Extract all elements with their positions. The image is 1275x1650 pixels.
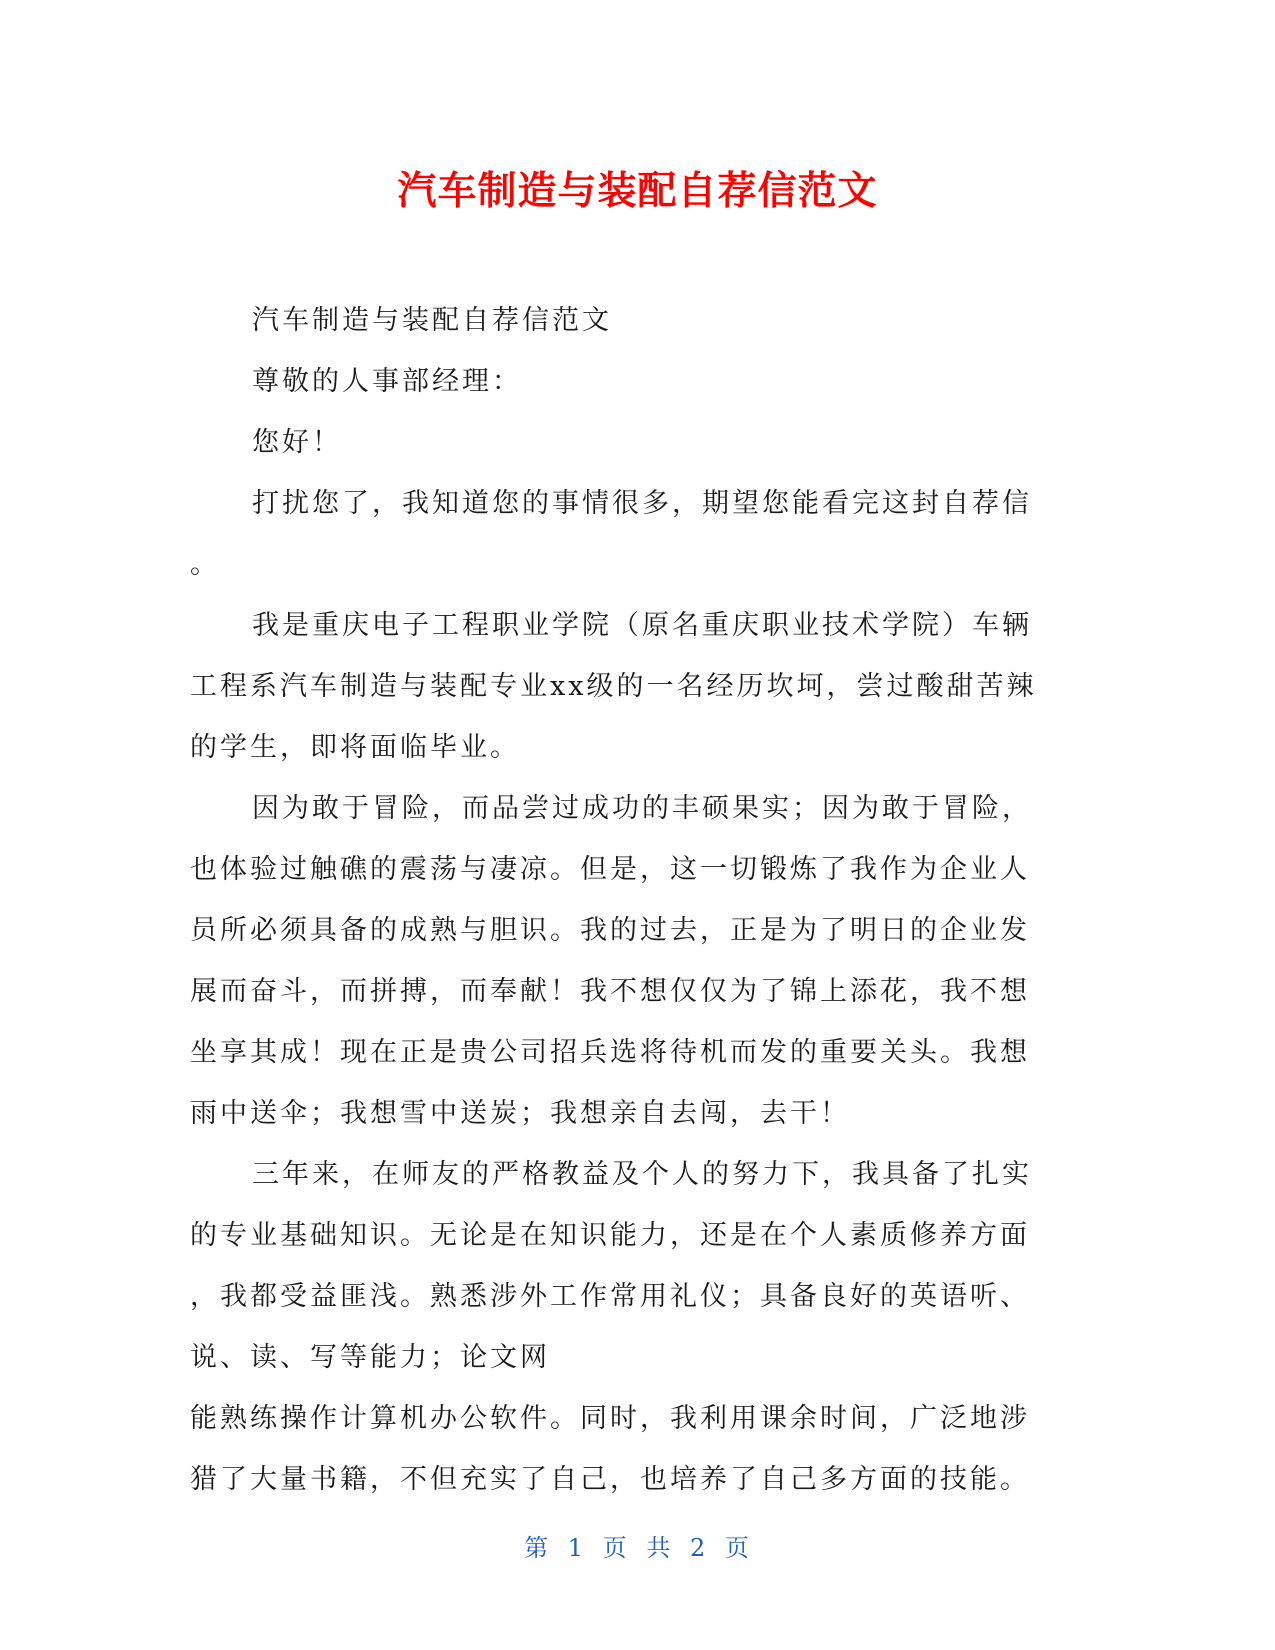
body-line: 的学生，即将面临毕业。	[190, 732, 520, 763]
footer-middle1: 页	[602, 1534, 629, 1562]
document-title: 汽车制造与装配自荐信范文	[397, 169, 878, 214]
body-line: 也体验过触礁的震荡与凄凉。但是，这一切锻炼了我作为企业人	[190, 854, 1030, 885]
body-line: 尊敬的人事部经理：	[252, 366, 522, 397]
body-line: 汽车制造与装配自荐信范文	[252, 305, 612, 336]
body-line: 三年来，在师友的严格教益及个人的努力下，我具备了扎实	[252, 1159, 1032, 1190]
body-line: 的专业基础知识。无论是在知识能力，还是在个人素质修养方面	[190, 1220, 1030, 1251]
footer-middle2: 共	[646, 1534, 673, 1562]
body-line: 说、读、写等能力；论文网	[190, 1342, 550, 1373]
body-line: 猎了大量书籍，不但充实了自己，也培养了自己多方面的技能。	[190, 1464, 1030, 1495]
page-footer	[0, 1532, 1275, 1564]
body-line: 展而奋斗，而拼搏，而奉献！我不想仅仅为了锦上添花，我不想	[190, 976, 1030, 1007]
footer-suffix: 页	[724, 1534, 751, 1562]
footer-page-number: 1	[567, 1534, 586, 1562]
body-line: 员所必须具备的成熟与胆识。我的过去，正是为了明日的企业发	[190, 915, 1030, 946]
footer-total-pages: 2	[689, 1534, 708, 1562]
body-line: 我是重庆电子工程职业学院（原名重庆职业技术学院）车辆	[252, 610, 1032, 641]
document-body	[190, 290, 1068, 1510]
body-line: 您好！	[252, 427, 342, 458]
body-line: 坐享其成！现在正是贵公司招兵选将待机而发的重要关头。我想	[190, 1037, 1030, 1068]
body-line: 能熟练操作计算机办公软件。同时，我利用课余时间，广泛地涉	[190, 1403, 1030, 1434]
body-line: 打扰您了，我知道您的事情很多，期望您能看完这封自荐信	[252, 488, 1032, 519]
body-line: 。	[190, 549, 220, 580]
footer-prefix: 第	[524, 1534, 551, 1562]
body-line: ，我都受益匪浅。熟悉涉外工作常用礼仪；具备良好的英语听、	[190, 1281, 1030, 1312]
body-line: 工程系汽车制造与装配专业xx级的一名经历坎坷，尝过酸甜苦辣	[190, 671, 1037, 702]
body-line: 雨中送伞；我想雪中送炭；我想亲自去闯，去干！	[190, 1098, 850, 1129]
body-line: 因为敢于冒险，而品尝过成功的丰硕果实；因为敢于冒险，	[252, 793, 1032, 824]
